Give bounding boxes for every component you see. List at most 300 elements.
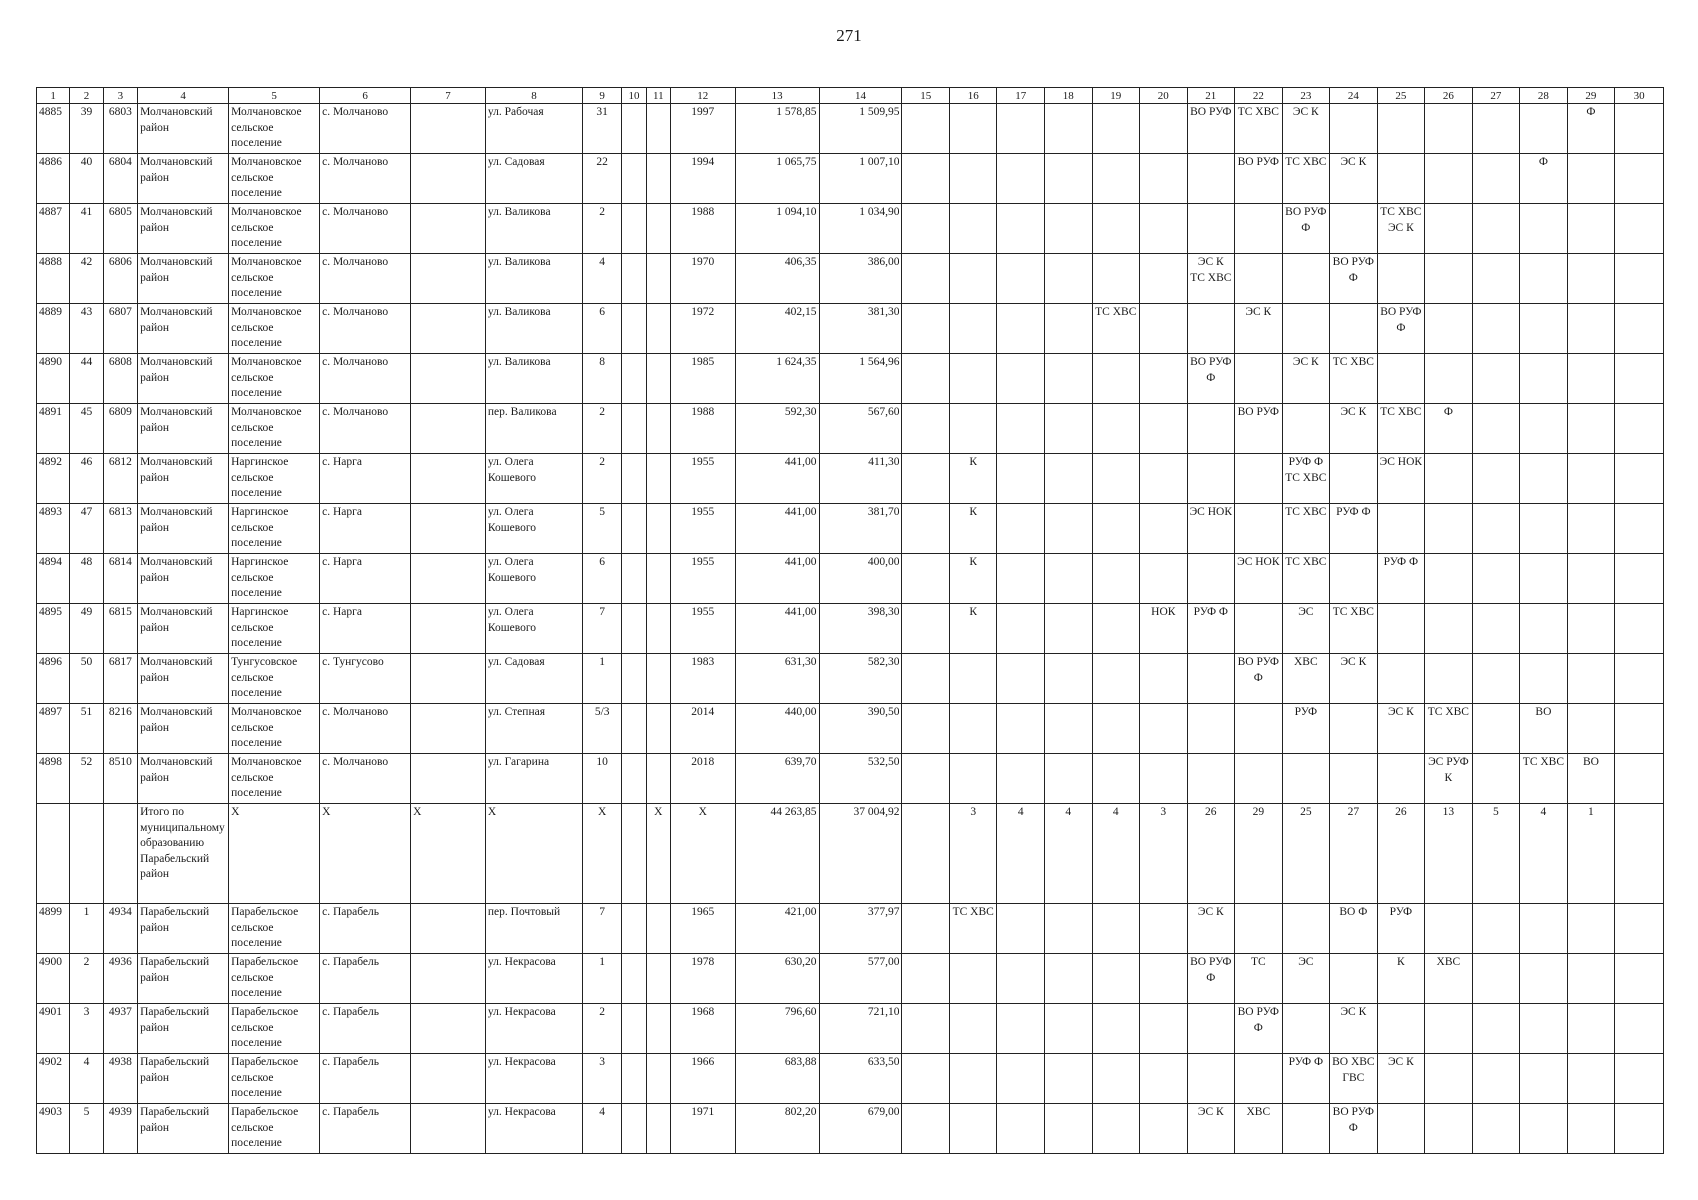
- cell-col-14: 386,00: [819, 254, 902, 304]
- cell-col-23: ЭС: [1282, 604, 1330, 654]
- cell-col-15: [902, 554, 950, 604]
- cell-col-8: ул. Садовая: [485, 154, 582, 204]
- cell-col-7: [411, 554, 486, 604]
- cell-col-29: [1567, 1054, 1615, 1104]
- cell-col-24: РУФ Ф: [1330, 504, 1378, 554]
- cell-col-1: 4895: [37, 604, 70, 654]
- cell-col-20: [1140, 954, 1188, 1004]
- cell-col-7: [411, 954, 486, 1004]
- cell-col-16: К: [949, 604, 997, 654]
- cell-col-22: ЭС К: [1235, 304, 1283, 354]
- cell-col-30: [1615, 704, 1664, 754]
- cell-col-14: 411,30: [819, 454, 902, 504]
- table-row: [37, 1004, 1664, 1054]
- cell-col-14: 1 509,95: [819, 104, 902, 154]
- cell-col-22: ЭС НОК: [1235, 554, 1283, 604]
- cell-col-9: 3: [582, 1054, 621, 1104]
- cell-col-27: [1472, 1054, 1520, 1104]
- cell-col-5: Молчановское сельское поселение: [229, 354, 320, 404]
- cell-col-9: 8: [582, 354, 621, 404]
- cell-col-26: [1425, 104, 1473, 154]
- cell-col-11: [646, 1104, 670, 1154]
- cell-col-11: [646, 254, 670, 304]
- column-header-10: 10: [622, 88, 646, 104]
- building-registry-table: [36, 87, 1664, 1154]
- cell-col-5: Молчановское сельское поселение: [229, 754, 320, 804]
- cell-col-26: [1425, 654, 1473, 704]
- cell-col-13: 406,35: [735, 254, 819, 304]
- table-row: [37, 654, 1664, 704]
- cell-col-19: [1092, 1054, 1140, 1104]
- cell-col-4: Молчановский район: [138, 704, 229, 754]
- cell-col-11: [646, 1004, 670, 1054]
- cell-col-18: [1045, 654, 1093, 704]
- cell-col-5: Тунгусовское сельское поселение: [229, 654, 320, 704]
- cell-col-1: 4886: [37, 154, 70, 204]
- cell-col-29: [1567, 154, 1615, 204]
- cell-col-24: ВО РУФ Ф: [1330, 1104, 1378, 1154]
- cell-col-9: 5: [582, 504, 621, 554]
- cell-col-3: 6805: [103, 204, 137, 254]
- column-header-8: 8: [485, 88, 582, 104]
- cell-col-16: [949, 654, 997, 704]
- cell-col-15: [902, 304, 950, 354]
- cell-col-19: [1092, 104, 1140, 154]
- cell-col-3: 8510: [103, 754, 137, 804]
- cell-col-28: [1520, 304, 1568, 354]
- cell-col-7: X: [411, 804, 486, 904]
- cell-col-16: ТС ХВС: [949, 904, 997, 954]
- cell-col-16: [949, 954, 997, 1004]
- table-row: [37, 104, 1664, 154]
- cell-col-6: с. Молчаново: [320, 404, 411, 454]
- cell-col-10: [622, 754, 646, 804]
- cell-col-12: 1968: [670, 1004, 735, 1054]
- cell-col-25: [1377, 604, 1425, 654]
- cell-col-30: [1615, 454, 1664, 504]
- cell-col-26: [1425, 154, 1473, 204]
- cell-col-21: ВО РУФ Ф: [1187, 354, 1235, 404]
- cell-col-4: Молчановский район: [138, 504, 229, 554]
- cell-col-5: Парабельское сельское поселение: [229, 954, 320, 1004]
- column-header-19: 19: [1092, 88, 1140, 104]
- cell-col-17: [997, 254, 1045, 304]
- cell-col-28: [1520, 904, 1568, 954]
- cell-col-9: 10: [582, 754, 621, 804]
- cell-col-8: X: [485, 804, 582, 904]
- cell-col-29: [1567, 504, 1615, 554]
- cell-col-28: Ф: [1520, 154, 1568, 204]
- cell-col-29: [1567, 1004, 1615, 1054]
- cell-col-25: [1377, 1004, 1425, 1054]
- cell-col-27: [1472, 904, 1520, 954]
- cell-col-14: 381,30: [819, 304, 902, 354]
- cell-col-11: [646, 154, 670, 204]
- cell-col-18: [1045, 754, 1093, 804]
- cell-col-12: 1955: [670, 554, 735, 604]
- cell-col-3: 6808: [103, 354, 137, 404]
- cell-col-20: [1140, 1054, 1188, 1104]
- column-header-12: 12: [670, 88, 735, 104]
- cell-col-12: 1965: [670, 904, 735, 954]
- cell-col-4: Молчановский район: [138, 654, 229, 704]
- cell-col-2: 49: [70, 604, 103, 654]
- cell-col-8: ул. Олега Кошевого: [485, 504, 582, 554]
- cell-col-28: [1520, 604, 1568, 654]
- cell-col-11: [646, 304, 670, 354]
- cell-col-30: [1615, 1054, 1664, 1104]
- column-header-11: 11: [646, 88, 670, 104]
- cell-col-15: [902, 254, 950, 304]
- cell-col-29: [1567, 554, 1615, 604]
- cell-col-29: [1567, 904, 1615, 954]
- cell-col-22: [1235, 454, 1283, 504]
- cell-col-22: [1235, 354, 1283, 404]
- cell-col-16: К: [949, 554, 997, 604]
- cell-col-3: 4934: [103, 904, 137, 954]
- cell-col-17: [997, 404, 1045, 454]
- cell-col-20: [1140, 104, 1188, 154]
- cell-col-6: с. Молчаново: [320, 354, 411, 404]
- cell-col-26: 13: [1425, 804, 1473, 904]
- cell-col-3: 6809: [103, 404, 137, 454]
- cell-col-5: Парабельское сельское поселение: [229, 904, 320, 954]
- cell-col-1: 4893: [37, 504, 70, 554]
- cell-col-20: [1140, 404, 1188, 454]
- cell-col-9: 2: [582, 454, 621, 504]
- cell-col-5: Молчановское сельское поселение: [229, 154, 320, 204]
- cell-col-18: [1045, 204, 1093, 254]
- cell-col-21: ЭС К: [1187, 1104, 1235, 1154]
- cell-col-3: 4938: [103, 1054, 137, 1104]
- cell-col-9: 6: [582, 304, 621, 354]
- cell-col-22: ВО РУФ: [1235, 404, 1283, 454]
- cell-col-18: [1045, 454, 1093, 504]
- cell-col-1: 4901: [37, 1004, 70, 1054]
- cell-col-23: [1282, 754, 1330, 804]
- cell-col-6: с. Молчаново: [320, 204, 411, 254]
- cell-col-6: с. Парабель: [320, 1054, 411, 1104]
- cell-col-14: 398,30: [819, 604, 902, 654]
- cell-col-27: [1472, 104, 1520, 154]
- cell-col-24: [1330, 304, 1378, 354]
- cell-col-8: ул. Некрасова: [485, 1004, 582, 1054]
- cell-col-2: 42: [70, 254, 103, 304]
- cell-col-25: ЭС НОК: [1377, 454, 1425, 504]
- cell-col-7: [411, 104, 486, 154]
- cell-col-5: Наргинское сельское поселение: [229, 454, 320, 504]
- cell-col-19: [1092, 904, 1140, 954]
- cell-col-25: ЭС К: [1377, 1054, 1425, 1104]
- cell-col-20: [1140, 654, 1188, 704]
- cell-col-23: ТС ХВС: [1282, 504, 1330, 554]
- cell-col-7: [411, 1054, 486, 1104]
- cell-col-23: РУФ: [1282, 704, 1330, 754]
- cell-col-21: [1187, 204, 1235, 254]
- cell-col-3: 6812: [103, 454, 137, 504]
- cell-col-11: [646, 354, 670, 404]
- cell-col-14: 390,50: [819, 704, 902, 754]
- cell-col-4: Молчановский район: [138, 204, 229, 254]
- cell-col-5: Молчановское сельское поселение: [229, 204, 320, 254]
- cell-col-12: 1997: [670, 104, 735, 154]
- cell-col-10: [622, 154, 646, 204]
- cell-col-16: [949, 354, 997, 404]
- cell-col-26: [1425, 504, 1473, 554]
- cell-col-9: 1: [582, 654, 621, 704]
- column-header-26: 26: [1425, 88, 1473, 104]
- cell-col-28: [1520, 254, 1568, 304]
- cell-col-20: [1140, 204, 1188, 254]
- cell-col-20: [1140, 304, 1188, 354]
- column-header-23: 23: [1282, 88, 1330, 104]
- cell-col-13: 402,15: [735, 304, 819, 354]
- cell-col-4: Парабельский район: [138, 1054, 229, 1104]
- cell-col-26: [1425, 604, 1473, 654]
- cell-col-17: [997, 304, 1045, 354]
- cell-col-14: 1 007,10: [819, 154, 902, 204]
- cell-col-20: [1140, 754, 1188, 804]
- cell-col-27: [1472, 254, 1520, 304]
- cell-col-17: [997, 604, 1045, 654]
- cell-col-4: Молчановский район: [138, 754, 229, 804]
- cell-col-23: ЭС К: [1282, 104, 1330, 154]
- cell-col-28: ТС ХВС: [1520, 754, 1568, 804]
- cell-col-11: X: [646, 804, 670, 904]
- cell-col-7: [411, 454, 486, 504]
- cell-col-1: 4885: [37, 104, 70, 154]
- cell-col-8: ул. Степная: [485, 704, 582, 754]
- cell-col-4: Молчановский район: [138, 554, 229, 604]
- cell-col-16: [949, 104, 997, 154]
- column-header-17: 17: [997, 88, 1045, 104]
- cell-col-15: [902, 354, 950, 404]
- cell-col-1: 4898: [37, 754, 70, 804]
- cell-col-18: [1045, 704, 1093, 754]
- cell-col-29: [1567, 304, 1615, 354]
- cell-col-30: [1615, 304, 1664, 354]
- cell-col-19: [1092, 454, 1140, 504]
- cell-col-22: [1235, 504, 1283, 554]
- table-row: [37, 604, 1664, 654]
- column-header-20: 20: [1140, 88, 1188, 104]
- cell-col-23: [1282, 1004, 1330, 1054]
- cell-col-2: 43: [70, 304, 103, 354]
- table-row: [37, 904, 1664, 954]
- cell-col-3: 6813: [103, 504, 137, 554]
- cell-col-21: [1187, 1004, 1235, 1054]
- cell-col-30: [1615, 154, 1664, 204]
- cell-col-10: [622, 454, 646, 504]
- cell-col-17: [997, 1054, 1045, 1104]
- cell-col-14: 37 004,92: [819, 804, 902, 904]
- cell-col-20: [1140, 704, 1188, 754]
- cell-col-2: 48: [70, 554, 103, 604]
- cell-col-27: [1472, 204, 1520, 254]
- column-header-5: 5: [229, 88, 320, 104]
- table-row: [37, 554, 1664, 604]
- cell-col-12: 1971: [670, 1104, 735, 1154]
- cell-col-25: РУФ: [1377, 904, 1425, 954]
- cell-col-10: [622, 554, 646, 604]
- cell-col-6: с. Молчаново: [320, 154, 411, 204]
- cell-col-20: [1140, 454, 1188, 504]
- cell-col-23: [1282, 304, 1330, 354]
- cell-col-11: [646, 454, 670, 504]
- cell-col-30: [1615, 1004, 1664, 1054]
- cell-col-25: [1377, 504, 1425, 554]
- cell-col-9: 22: [582, 154, 621, 204]
- cell-col-15: [902, 104, 950, 154]
- cell-col-6: с. Парабель: [320, 1104, 411, 1154]
- cell-col-3: 6806: [103, 254, 137, 304]
- cell-col-8: пер. Валикова: [485, 404, 582, 454]
- column-header-22: 22: [1235, 88, 1283, 104]
- cell-col-1: 4890: [37, 354, 70, 404]
- column-header-25: 25: [1377, 88, 1425, 104]
- cell-col-1: 4889: [37, 304, 70, 354]
- cell-col-3: 8216: [103, 704, 137, 754]
- table-row: [37, 454, 1664, 504]
- cell-col-23: РУФ Ф: [1282, 1054, 1330, 1104]
- cell-col-8: ул. Валикова: [485, 254, 582, 304]
- cell-col-18: [1045, 504, 1093, 554]
- cell-col-19: 4: [1092, 804, 1140, 904]
- cell-col-19: [1092, 954, 1140, 1004]
- cell-col-26: [1425, 204, 1473, 254]
- cell-col-16: [949, 254, 997, 304]
- cell-col-29: [1567, 354, 1615, 404]
- cell-col-2: [70, 804, 103, 904]
- cell-col-9: 4: [582, 254, 621, 304]
- cell-col-20: [1140, 554, 1188, 604]
- cell-col-26: [1425, 354, 1473, 404]
- cell-col-17: [997, 1004, 1045, 1054]
- cell-col-3: 4936: [103, 954, 137, 1004]
- cell-col-24: 27: [1330, 804, 1378, 904]
- cell-col-13: 441,00: [735, 554, 819, 604]
- cell-col-30: [1615, 804, 1664, 904]
- cell-col-19: ТС ХВС: [1092, 304, 1140, 354]
- cell-col-28: [1520, 654, 1568, 704]
- cell-col-17: [997, 1104, 1045, 1154]
- cell-col-22: [1235, 604, 1283, 654]
- cell-col-15: [902, 404, 950, 454]
- column-header-15: 15: [902, 88, 950, 104]
- cell-col-14: 381,70: [819, 504, 902, 554]
- cell-col-29: Ф: [1567, 104, 1615, 154]
- cell-col-23: 25: [1282, 804, 1330, 904]
- cell-col-27: [1472, 304, 1520, 354]
- column-header-4: 4: [138, 88, 229, 104]
- cell-col-18: [1045, 1104, 1093, 1154]
- cell-col-25: ВО РУФ Ф: [1377, 304, 1425, 354]
- cell-col-4: Молчановский район: [138, 604, 229, 654]
- cell-col-18: [1045, 104, 1093, 154]
- cell-col-28: [1520, 454, 1568, 504]
- cell-col-5: Молчановское сельское поселение: [229, 404, 320, 454]
- cell-col-10: [622, 604, 646, 654]
- cell-col-19: [1092, 504, 1140, 554]
- cell-col-12: 1983: [670, 654, 735, 704]
- cell-col-4: Парабельский район: [138, 1104, 229, 1154]
- cell-col-5: Молчановское сельское поселение: [229, 304, 320, 354]
- cell-col-8: ул. Садовая: [485, 654, 582, 704]
- cell-col-2: 4: [70, 1054, 103, 1104]
- cell-col-5: Молчановское сельское поселение: [229, 104, 320, 154]
- cell-col-8: ул. Гагарина: [485, 754, 582, 804]
- table-row: [37, 1104, 1664, 1154]
- cell-col-15: [902, 454, 950, 504]
- cell-col-20: [1140, 904, 1188, 954]
- cell-col-25: [1377, 354, 1425, 404]
- cell-col-15: [902, 1104, 950, 1154]
- cell-col-11: [646, 904, 670, 954]
- cell-col-14: 532,50: [819, 754, 902, 804]
- cell-col-19: [1092, 1004, 1140, 1054]
- cell-col-27: [1472, 554, 1520, 604]
- cell-col-26: [1425, 1054, 1473, 1104]
- column-header-21: 21: [1187, 88, 1235, 104]
- registry-body: [37, 104, 1664, 1154]
- cell-col-25: ТС ХВС ЭС К: [1377, 204, 1425, 254]
- cell-col-23: [1282, 904, 1330, 954]
- cell-col-4: Молчановский район: [138, 154, 229, 204]
- cell-col-4: Молчановский район: [138, 404, 229, 454]
- table-row: [37, 154, 1664, 204]
- cell-col-27: [1472, 154, 1520, 204]
- cell-col-14: 1 564,96: [819, 354, 902, 404]
- cell-col-19: [1092, 754, 1140, 804]
- cell-col-20: [1140, 1104, 1188, 1154]
- cell-col-11: [646, 204, 670, 254]
- cell-col-30: [1615, 904, 1664, 954]
- cell-col-13: 1 094,10: [735, 204, 819, 254]
- cell-col-4: Парабельский район: [138, 954, 229, 1004]
- cell-col-3: 6803: [103, 104, 137, 154]
- cell-col-7: [411, 254, 486, 304]
- cell-col-26: [1425, 554, 1473, 604]
- cell-col-17: [997, 754, 1045, 804]
- cell-col-10: [622, 354, 646, 404]
- cell-col-30: [1615, 104, 1664, 154]
- cell-col-5: Молчановское сельское поселение: [229, 704, 320, 754]
- cell-col-11: [646, 754, 670, 804]
- cell-col-12: 1988: [670, 204, 735, 254]
- cell-col-27: [1472, 454, 1520, 504]
- cell-col-29: [1567, 654, 1615, 704]
- cell-col-18: [1045, 904, 1093, 954]
- cell-col-17: [997, 154, 1045, 204]
- cell-col-10: [622, 254, 646, 304]
- cell-col-13: 639,70: [735, 754, 819, 804]
- cell-col-7: [411, 404, 486, 454]
- column-header-14: 14: [819, 88, 902, 104]
- cell-col-17: [997, 354, 1045, 404]
- cell-col-19: [1092, 404, 1140, 454]
- cell-col-18: [1045, 1054, 1093, 1104]
- cell-col-11: [646, 704, 670, 754]
- cell-col-8: ул. Олега Кошевого: [485, 604, 582, 654]
- cell-col-10: [622, 1054, 646, 1104]
- cell-col-26: ХВС: [1425, 954, 1473, 1004]
- cell-col-2: 40: [70, 154, 103, 204]
- cell-col-3: 6815: [103, 604, 137, 654]
- cell-col-2: 44: [70, 354, 103, 404]
- cell-col-24: [1330, 104, 1378, 154]
- cell-col-9: 2: [582, 404, 621, 454]
- cell-col-21: [1187, 304, 1235, 354]
